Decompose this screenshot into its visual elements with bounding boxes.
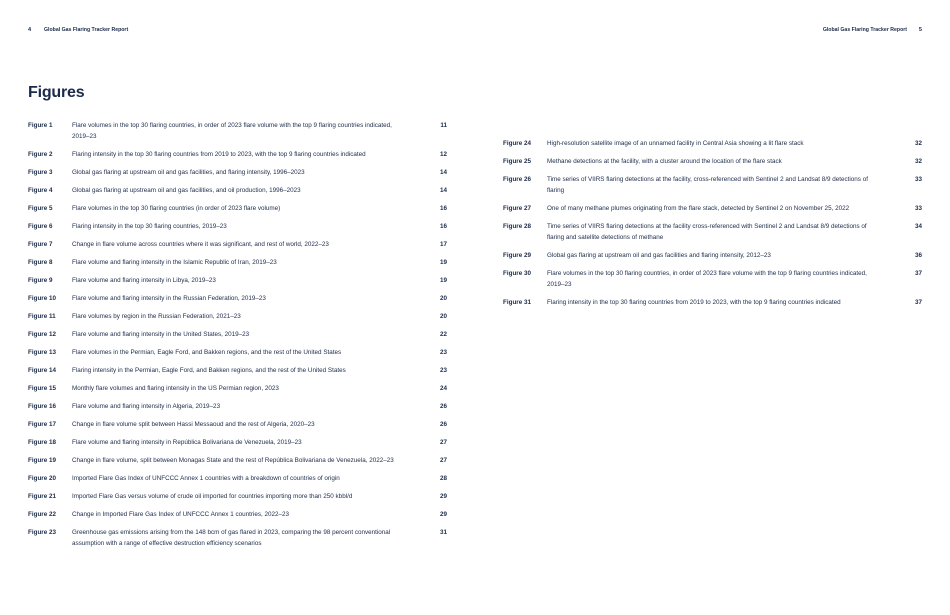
figure-page-number: 16 xyxy=(439,205,447,212)
figure-entry[interactable] xyxy=(28,437,447,448)
figure-label: Figure 26 xyxy=(503,176,531,183)
figure-entry[interactable] xyxy=(28,293,447,304)
figure-caption: Flare volume and flaring intensity in Libya, 2019–23 xyxy=(72,277,216,284)
figure-label: Figure 5 xyxy=(28,205,53,212)
figure-page-number: 24 xyxy=(439,385,447,392)
figure-caption: Change in flare volume across countries where it was significant, and rest of world, 2022–23 xyxy=(72,241,329,248)
figure-entry[interactable] xyxy=(28,401,447,412)
figure-label: Figure 20 xyxy=(28,475,56,482)
figure-page-number: 37 xyxy=(914,299,922,306)
figure-label: Figure 6 xyxy=(28,223,53,230)
figure-page-number: 12 xyxy=(439,151,447,158)
figure-caption: Flaring intensity in the top 30 flaring countries, 2019–23 xyxy=(72,223,227,230)
figure-entry[interactable] xyxy=(28,120,447,142)
figure-caption: Methane detections at the facility, with a cluster around the location of the flare stack xyxy=(547,158,782,165)
figure-entry[interactable] xyxy=(28,149,447,160)
figures-list-left xyxy=(28,120,447,556)
figure-label: Figure 27 xyxy=(503,205,531,212)
figure-label: Figure 13 xyxy=(28,349,56,356)
figure-caption: Flaring intensity in the top 30 flaring countries from 2019 to 2023, with the top 9 flaring countries indicated xyxy=(547,299,841,306)
figure-entry[interactable] xyxy=(28,257,447,268)
figure-entry[interactable] xyxy=(28,455,447,466)
page-number-left: 4 xyxy=(28,27,32,33)
figure-page-number: 34 xyxy=(914,223,922,230)
figure-label: Figure 19 xyxy=(28,457,56,464)
figure-page-number: 36 xyxy=(914,252,922,259)
figure-label: Figure 2 xyxy=(28,151,53,158)
figure-page-number: 20 xyxy=(439,295,447,302)
figure-entry[interactable] xyxy=(503,268,922,290)
figure-entry[interactable] xyxy=(28,365,447,376)
figure-label: Figure 22 xyxy=(28,511,56,518)
figure-page-number: 29 xyxy=(439,511,447,518)
figure-page-number: 11 xyxy=(440,122,447,129)
figure-page-number: 28 xyxy=(439,475,447,482)
figure-page-number: 14 xyxy=(439,187,447,194)
figure-page-number: 16 xyxy=(439,223,447,230)
figure-caption: Flare volumes in the Permian, Eagle Ford, and Bakken regions, and the rest of the United States xyxy=(72,349,342,356)
figure-entry[interactable] xyxy=(503,156,922,167)
figure-caption: High-resolution satellite image of an unnamed facility in Central Asia showing a lit flare stack xyxy=(547,140,804,147)
figure-label: Figure 10 xyxy=(28,295,56,302)
figure-label: Figure 16 xyxy=(28,403,56,410)
figure-page-number: 32 xyxy=(914,140,922,147)
figure-entry[interactable] xyxy=(28,167,447,178)
figure-page-number: 19 xyxy=(439,277,447,284)
figure-caption: Imported Flare Gas versus volume of crude oil imported for countries importing more than 250 kbbl/d xyxy=(72,493,353,500)
figure-caption: Flare volumes in the top 30 flaring countries, in order of 2023 flare volume with the top 9 flaring countries indicated, 2019–23 xyxy=(547,270,867,288)
figure-label: Figure 29 xyxy=(503,252,531,259)
figure-label: Figure 18 xyxy=(28,439,56,446)
figure-label: Figure 4 xyxy=(28,187,53,194)
figure-label: Figure 11 xyxy=(28,313,56,320)
figure-entry[interactable] xyxy=(28,311,447,322)
figure-caption: Flare volumes in the top 30 flaring countries (in order of 2023 flare volume) xyxy=(72,205,281,212)
figure-entry[interactable] xyxy=(28,419,447,430)
figure-label: Figure 23 xyxy=(28,529,56,536)
figure-label: Figure 8 xyxy=(28,259,53,266)
figure-caption: Flare volumes by region in the Russian Federation, 2021–23 xyxy=(72,313,241,320)
figure-caption: Imported Flare Gas Index of UNFCCC Annex 1 countries with a breakdown of countries of origin xyxy=(72,475,340,482)
figure-entry[interactable] xyxy=(28,491,447,502)
figure-caption: One of many methane plumes originating from the flare stack, detected by Sentinel 2 on November 25, 2022 xyxy=(547,205,850,212)
running-header-right: Global Gas Flaring Tracker Report xyxy=(822,27,907,33)
figure-caption: Flaring intensity in the top 30 flaring countries from 2019 to 2023, with the top 9 flaring countries indicated xyxy=(72,151,366,158)
figure-label: Figure 31 xyxy=(503,299,531,306)
figure-label: Figure 1 xyxy=(28,122,53,129)
figure-caption: Global gas flaring at upstream oil and gas facilities, and oil production, 1996–2023 xyxy=(72,187,301,194)
figure-page-number: 33 xyxy=(914,205,922,212)
figure-page-number: 14 xyxy=(439,169,447,176)
figure-page-number: 33 xyxy=(914,176,922,183)
figure-label: Figure 28 xyxy=(503,223,531,230)
figure-entry[interactable] xyxy=(503,250,922,261)
figure-entry[interactable] xyxy=(28,185,447,196)
figure-entry[interactable] xyxy=(28,383,447,394)
figure-entry[interactable] xyxy=(503,138,922,149)
figure-page-number: 23 xyxy=(439,349,447,356)
figure-label: Figure 25 xyxy=(503,158,531,165)
figure-caption: Flare volume and flaring intensity in Algeria, 2019–23 xyxy=(72,403,221,410)
figure-page-number: 22 xyxy=(439,331,447,338)
figure-caption: Change in flare volume, split between Monagas State and the rest of República Bolivariana de Venezuela, 2022–23 xyxy=(72,457,394,464)
figure-entry[interactable] xyxy=(503,174,922,196)
figure-entry[interactable] xyxy=(28,329,447,340)
figure-caption: Flare volume and flaring intensity in the United States, 2019–23 xyxy=(72,331,250,338)
figure-label: Figure 21 xyxy=(28,493,56,500)
figure-page-number: 31 xyxy=(439,529,447,536)
figure-entry[interactable] xyxy=(28,527,447,549)
figure-caption: Flare volume and flaring intensity in the Islamic Republic of Iran, 2019–23 xyxy=(72,259,277,266)
figure-caption: Greenhouse gas emissions arising from the 148 bcm of gas flared in 2023, comparing the 98 percent conventional assumption with a range of effective destruction efficiency scenarios xyxy=(72,529,391,547)
figure-caption: Flaring intensity in the Permian, Eagle Ford, and Bakken regions, and the rest of the United States xyxy=(72,367,346,374)
figure-label: Figure 14 xyxy=(28,367,56,374)
figure-page-number: 29 xyxy=(439,493,447,500)
figure-label: Figure 15 xyxy=(28,385,56,392)
figure-label: Figure 12 xyxy=(28,331,56,338)
figure-page-number: 26 xyxy=(439,421,447,428)
figure-entry[interactable] xyxy=(28,275,447,286)
figure-label: Figure 7 xyxy=(28,241,53,248)
figure-caption: Global gas flaring at upstream oil and gas facilities and flaring intensity, 2012–23 xyxy=(547,252,771,259)
figure-label: Figure 9 xyxy=(28,277,53,284)
figure-page-number: 37 xyxy=(914,270,922,277)
figure-page-number: 23 xyxy=(439,367,447,374)
figure-caption: Global gas flaring at upstream oil and gas facilities, and flaring intensity, 1996–2023 xyxy=(72,169,305,176)
figure-page-number: 27 xyxy=(439,457,447,464)
figure-caption: Flare volume and flaring intensity in República Bolivariana de Venezuela, 2019–23 xyxy=(72,439,302,446)
figure-caption: Time series of VIIRS flaring detections at the facility, cross-referenced with Sentinel 2 and Landsat 8/9 detections of flaring xyxy=(547,176,868,194)
figure-caption: Flare volume and flaring intensity in the Russian Federation, 2019–23 xyxy=(72,295,266,302)
figure-page-number: 17 xyxy=(439,241,447,248)
figure-page-number: 32 xyxy=(914,158,922,165)
figure-entry[interactable] xyxy=(28,239,447,250)
figures-list-right xyxy=(503,138,922,315)
figure-entry[interactable] xyxy=(503,221,922,243)
figure-label: Figure 24 xyxy=(503,140,531,147)
figure-caption: Flare volumes in the top 30 flaring countries, in order of 2023 flare volume with the top 9 flaring countries indicated, 2019–23 xyxy=(72,122,392,140)
figure-entry[interactable] xyxy=(503,297,922,308)
figure-page-number: 19 xyxy=(439,259,447,266)
figure-label: Figure 3 xyxy=(28,169,53,176)
figure-page-number: 20 xyxy=(439,313,447,320)
figure-caption: Change in flare volume split between Hassi Messaoud and the rest of Algeria, 2020–23 xyxy=(72,421,315,428)
figure-entry[interactable] xyxy=(28,509,447,520)
figure-page-number: 27 xyxy=(439,439,447,446)
figure-caption: Change in Imported Flare Gas Index of UNFCCC Annex 1 countries, 2022–23 xyxy=(72,511,290,518)
figure-entry[interactable] xyxy=(28,203,447,214)
figure-entry[interactable] xyxy=(28,347,447,358)
figure-page-number: 26 xyxy=(439,403,447,410)
figure-entry[interactable] xyxy=(503,203,922,214)
running-header-left: Global Gas Flaring Tracker Report xyxy=(44,27,129,33)
figure-label: Figure 30 xyxy=(503,270,531,277)
figure-label: Figure 17 xyxy=(28,421,56,428)
figure-entry[interactable] xyxy=(28,473,447,484)
figure-caption: Time series of VIIRS flaring detections at the facility cross-referenced with Sentinel 2 and Landsat 8/9 detections of flaring and satellite detections of methane xyxy=(547,223,867,241)
page-number-right: 5 xyxy=(918,27,922,33)
figure-caption: Monthly flare volumes and flaring intensity in the US Permian region, 2023 xyxy=(72,385,279,392)
section-title: Figures xyxy=(28,84,85,101)
figure-entry[interactable] xyxy=(28,221,447,232)
